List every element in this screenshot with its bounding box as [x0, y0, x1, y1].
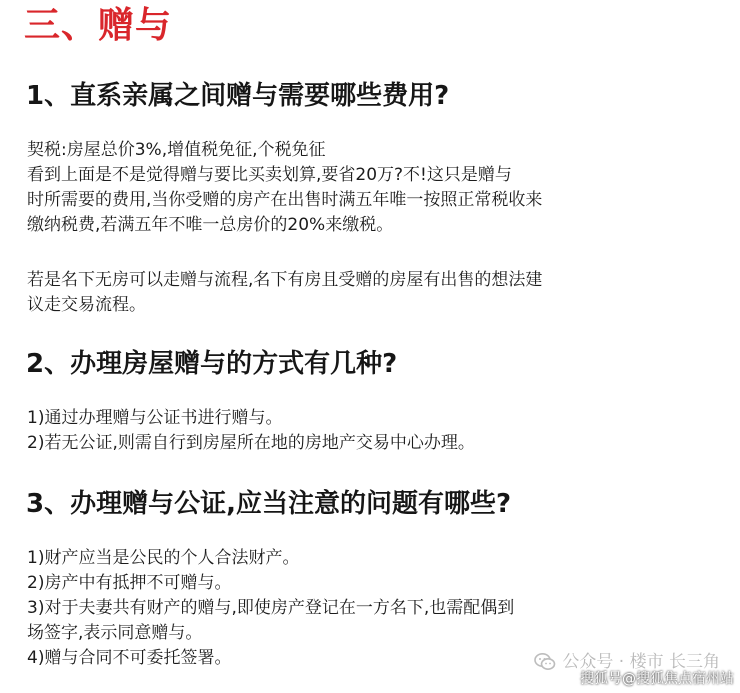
source-tag: 搜狐号@搜狐焦点宿州站	[580, 671, 734, 687]
question-1-heading: 1、直系亲属之间赠与需要哪些费用?	[26, 81, 450, 111]
question-1-paragraph-2	[27, 268, 717, 318]
paragraph-line: 时所需要的费用,当你受赠的房产在出售时满五年唯一按照正常税收来	[27, 190, 543, 210]
list-item: 1)通过办理赠与公证书进行赠与。	[27, 408, 283, 428]
list-item: 4)赠与合同不可委托签署。	[27, 648, 232, 668]
question-2-heading: 2、办理房屋赠与的方式有几种?	[26, 349, 398, 379]
question-2-list	[27, 406, 717, 456]
wechat-icon	[534, 652, 556, 672]
paragraph-line: 若是名下无房可以走赠与流程,名下有房且受赠的房屋有出售的想法建	[27, 270, 543, 290]
watermark-text: 公众号 · 楼市 长三角	[562, 652, 720, 672]
list-item: 3)对于夫妻共有财产的赠与,即使房产登记在一方名下,也需配偶到	[27, 598, 515, 618]
paragraph-line: 缴纳税费,若满五年不唯一总房价的20%来缴税。	[27, 215, 394, 235]
list-item: 2)房产中有抵押不可赠与。	[27, 573, 232, 593]
list-item: 1)财产应当是公民的个人合法财产。	[27, 548, 300, 568]
question-1-paragraph-1	[27, 138, 717, 238]
paragraph-line: 议走交易流程。	[27, 295, 146, 315]
paragraph-line: 看到上面是不是觉得赠与要比买卖划算,要省20万?不!这只是赠与	[27, 165, 512, 185]
paragraph-line: 契税:房屋总价3%,增值税免征,个税免征	[27, 140, 326, 160]
question-3-heading: 3、办理赠与公证,应当注意的问题有哪些?	[26, 489, 512, 519]
section-title: 三、赠与	[24, 5, 173, 46]
list-item: 场签字,表示同意赠与。	[27, 623, 203, 643]
list-item: 2)若无公证,则需自行到房屋所在地的房地产交易中心办理。	[27, 433, 475, 453]
